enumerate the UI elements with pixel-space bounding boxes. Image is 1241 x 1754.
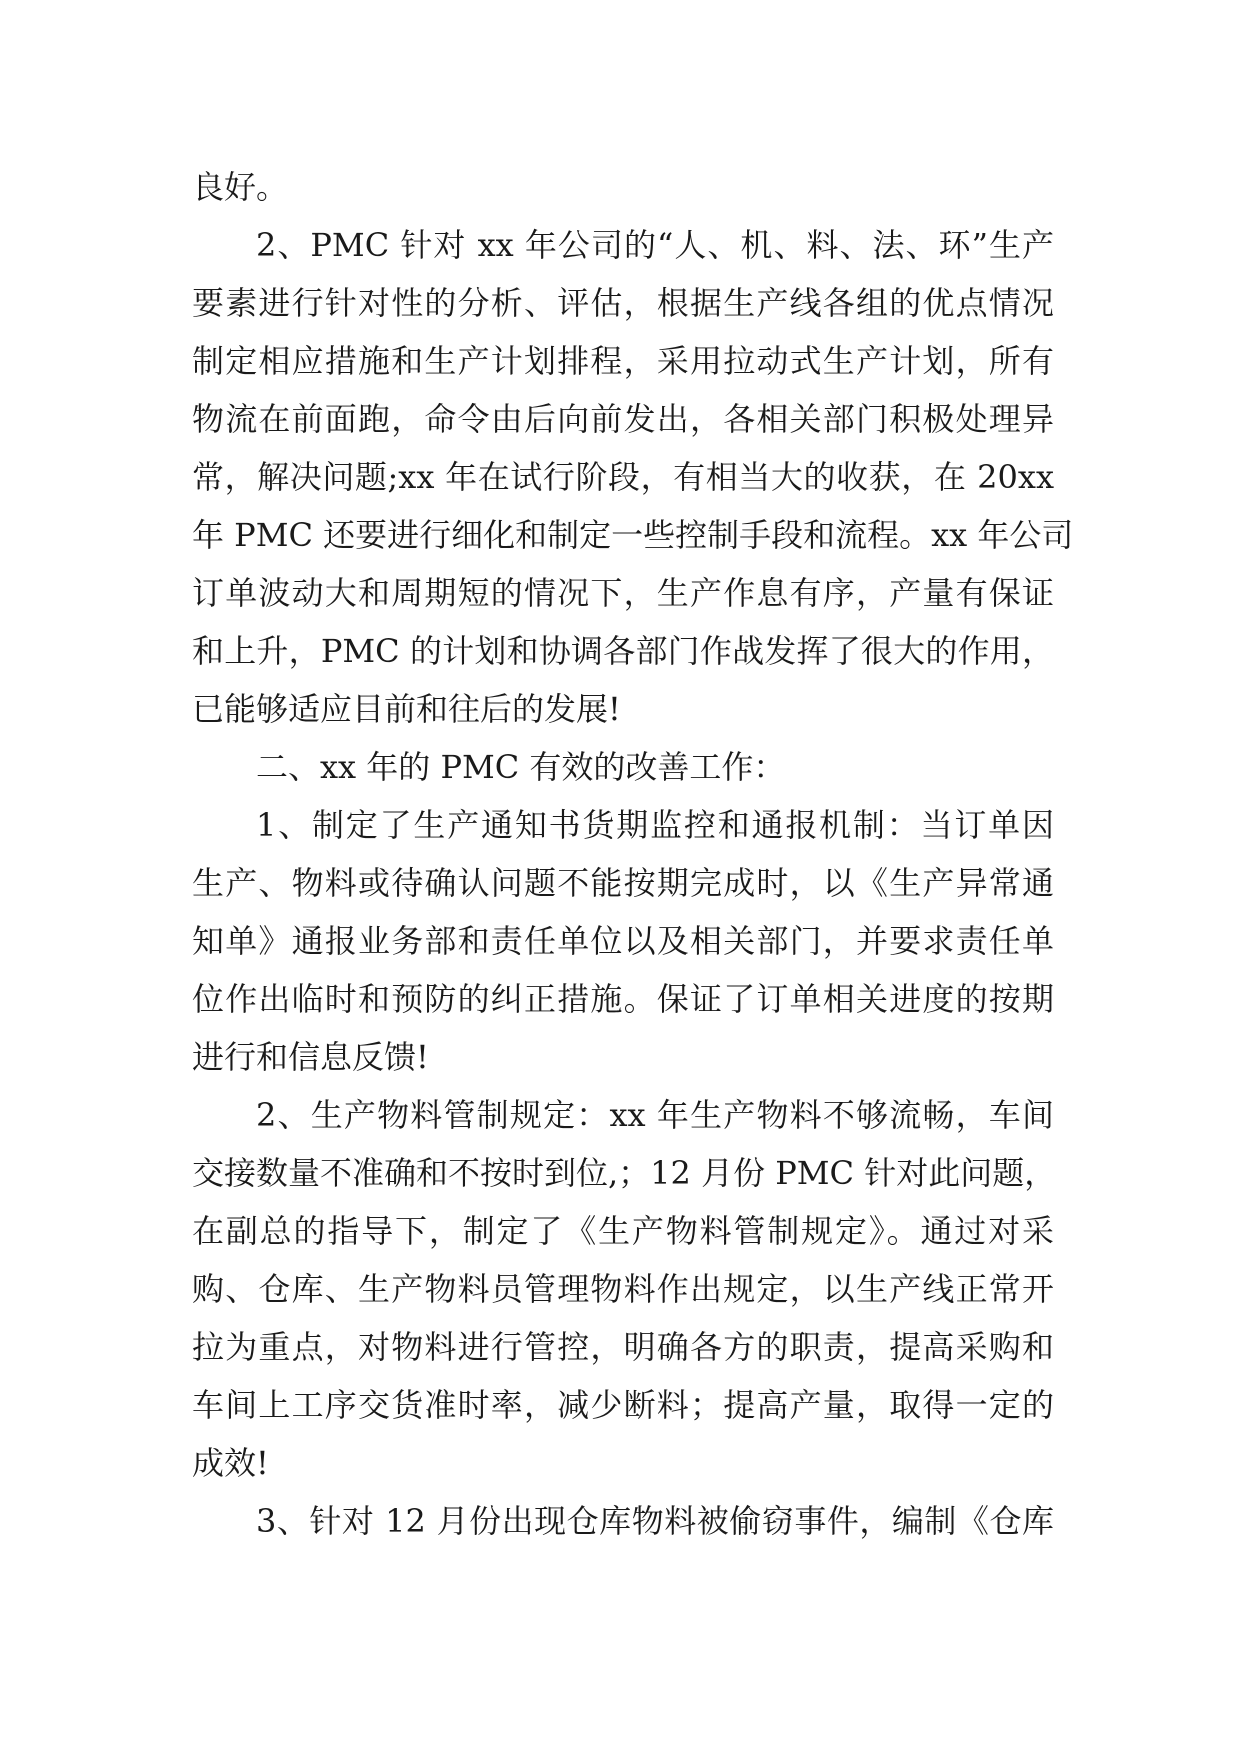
- text-line: 2、生产物料管制规定：xx 年生产物料不够流畅，车间: [256, 1096, 1054, 1134]
- text-line: 已能够适应目前和往后的发展!: [192, 690, 621, 728]
- text-line: 购、仓库、生产物料员管理物料作出规定，以生产线正常开: [192, 1270, 1054, 1308]
- text-line: 常，解决问题;xx 年在试行阶段，有相当大的收获，在 20xx: [192, 458, 1054, 496]
- text-line: 良好。: [192, 168, 289, 206]
- text-line: 和上升，PMC 的计划和协调各部门作战发挥了很大的作用，: [192, 632, 1054, 670]
- body-text: [192, 158, 1074, 1550]
- text-line: 要素进行针对性的分析、评估，根据生产线各组的优点情况: [192, 284, 1054, 322]
- text-line: 交接数量不准确和不按时到位,；12 月份 PMC 针对此问题，: [192, 1154, 1057, 1192]
- text-line: 生产、物料或待确认问题不能按期完成时，以《生产异常通: [192, 864, 1054, 902]
- text-line: 物流在前面跑，命令由后向前发出，各相关部门积极处理异: [192, 400, 1054, 438]
- text-line: 在副总的指导下，制定了《生产物料管制规定》。通过对采: [192, 1212, 1054, 1250]
- text-line: 1、制定了生产通知书货期监控和通报机制：当订单因: [256, 806, 1054, 844]
- text-line: 车间上工序交货准时率，减少断料；提高产量，取得一定的: [192, 1386, 1054, 1424]
- text-line: 进行和信息反馈!: [192, 1038, 429, 1076]
- text-line: 知单》通报业务部和责任单位以及相关部门，并要求责任单: [192, 922, 1054, 960]
- text-line: 3、针对 12 月份出现仓库物料被偷窃事件，编制《仓库: [256, 1502, 1054, 1540]
- section-heading: 二、xx 年的 PMC 有效的改善工作：: [256, 748, 786, 786]
- text-line: 订单波动大和周期短的情况下，生产作息有序，产量有保证: [192, 574, 1054, 612]
- text-line: 拉为重点，对物料进行管控，明确各方的职责，提高采购和: [192, 1328, 1054, 1366]
- text-line: 制定相应措施和生产计划排程，采用拉动式生产计划，所有: [192, 342, 1054, 380]
- text-line: 年 PMC 还要进行细化和制定一些控制手段和流程。xx 年公司: [192, 516, 1074, 554]
- text-line: 位作出临时和预防的纠正措施。保证了订单相关进度的按期: [192, 980, 1054, 1018]
- text-line: 成效!: [192, 1444, 269, 1482]
- text-line: 2、PMC 针对 xx 年公司的“人、机、料、法、环”生产: [256, 226, 1054, 264]
